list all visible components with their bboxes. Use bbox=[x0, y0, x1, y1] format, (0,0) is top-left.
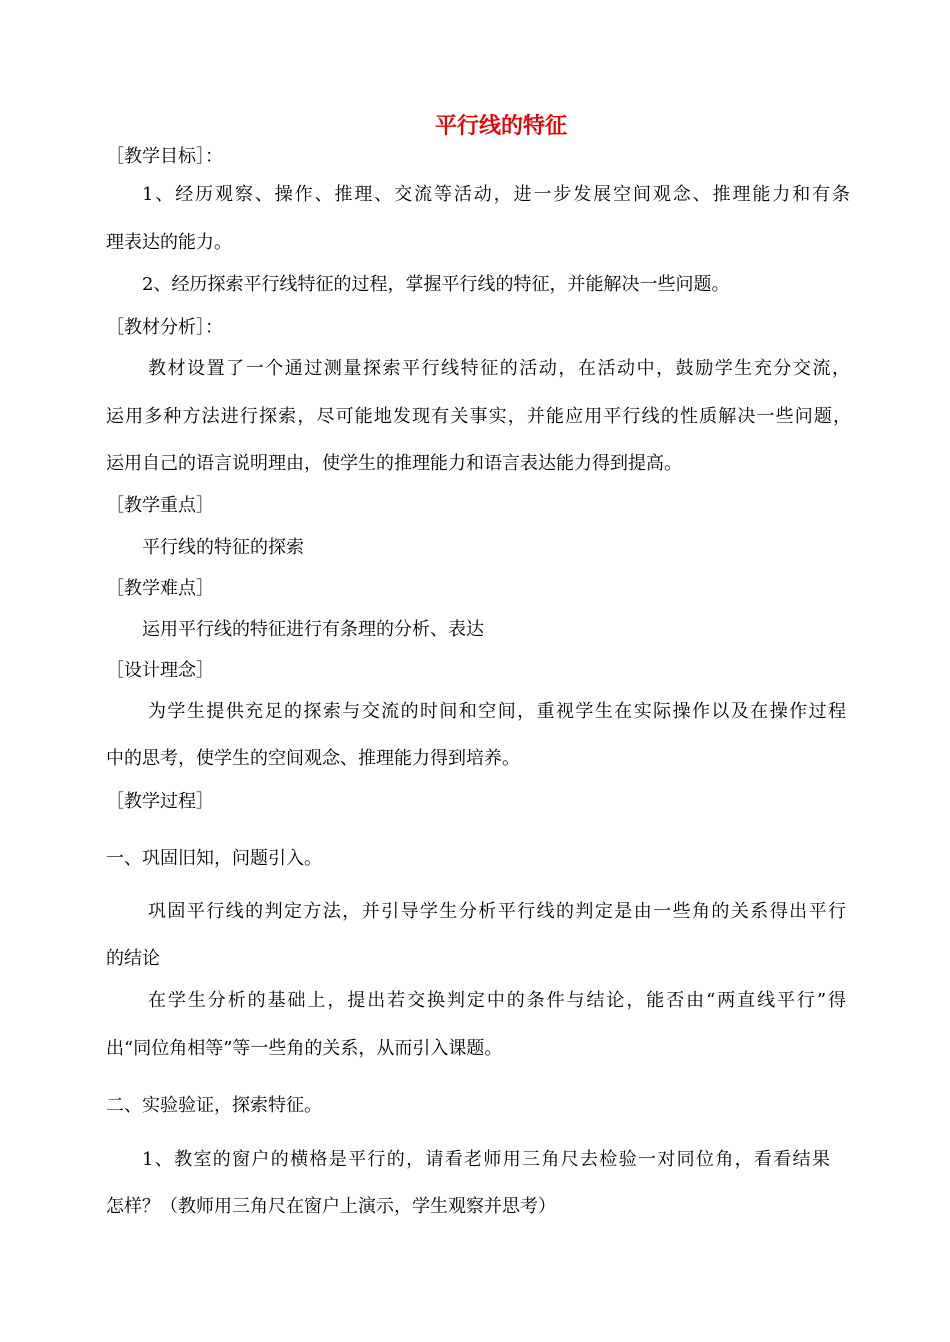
paragraph-line: 1、经历观察、操作、推理、交流等活动，进一步发展空间观念、推理能力和有条 bbox=[142, 184, 850, 205]
paragraph-line: 出“同位角相等”等一些角的关系，从而引入课题。 bbox=[106, 1038, 503, 1059]
section-heading-objectives: ［教学目标］： bbox=[106, 146, 223, 167]
paragraph-line: 理表达的能力。 bbox=[106, 232, 232, 253]
paragraph-line: 的结论 bbox=[106, 948, 160, 969]
paragraph-line: 运用自己的语言说明理由，使学生的推理能力和语言表达能力得到提高。 bbox=[106, 453, 682, 474]
paragraph-line: 运用平行线的特征进行有条理的分析、表达 bbox=[142, 619, 484, 640]
paragraph-line: 教材设置了一个通过测量探索平行线特征的活动，在活动中，鼓励学生充分交流， bbox=[148, 358, 850, 379]
paragraph-line: 在学生分析的基础上，提出若交换判定中的条件与结论，能否由“两直线平行”得 bbox=[148, 990, 846, 1011]
document-title: 平行线的特征 bbox=[434, 114, 567, 139]
subsection-heading: 一、巩固旧知，问题引入。 bbox=[106, 848, 322, 869]
section-heading-material-analysis: ［教材分析］： bbox=[106, 317, 223, 338]
paragraph-line: 平行线的特征的探索 bbox=[142, 537, 304, 558]
section-heading-teaching-process: ［教学过程］ bbox=[106, 791, 214, 812]
paragraph-line: 运用多种方法进行探索，尽可能地发现有关事实，并能应用平行线的性质解决一些问题， bbox=[106, 406, 851, 427]
paragraph-line: 怎样？（教师用三角尺在窗户上演示，学生观察并思考） bbox=[106, 1196, 556, 1217]
paragraph-line: 为学生提供充足的探索与交流的时间和空间，重视学生在实际操作以及在操作过程 bbox=[148, 701, 846, 722]
subsection-heading: 二、实验验证，探索特征。 bbox=[106, 1095, 322, 1116]
section-heading-difficulty: ［教学难点］ bbox=[106, 578, 214, 599]
paragraph-line: 巩固平行线的判定方法，并引导学生分析平行线的判定是由一些角的关系得出平行 bbox=[148, 901, 846, 922]
paragraph-line: 2、经历探索平行线特征的过程，掌握平行线的特征，并能解决一些问题。 bbox=[142, 274, 730, 295]
paragraph-line: 1、教室的窗户的横格是平行的，请看老师用三角尺去检验一对同位角，看看结果 bbox=[142, 1149, 830, 1170]
section-heading-design-concept: ［设计理念］ bbox=[106, 660, 214, 681]
paragraph-line: 中的思考，使学生的空间观念、推理能力得到培养。 bbox=[106, 748, 520, 769]
section-heading-key-point: ［教学重点］ bbox=[106, 495, 214, 516]
